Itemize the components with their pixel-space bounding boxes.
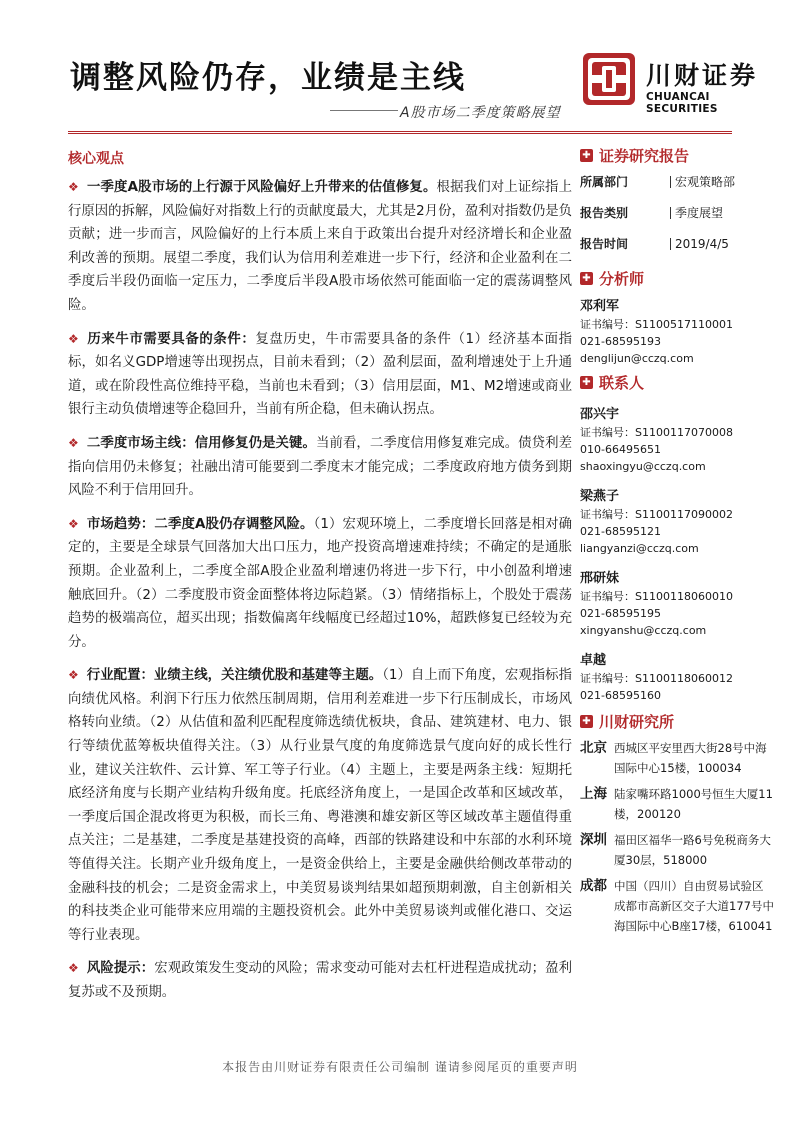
person-name: 邵兴宇 xyxy=(580,407,620,422)
paragraph-market-trend xyxy=(68,513,572,655)
contact-card xyxy=(580,567,780,639)
person-name: 邢研妹 xyxy=(580,571,620,586)
person-email[interactable]: xingyanshu@cczq.com xyxy=(580,624,707,637)
info-key: 所属部门 xyxy=(580,175,629,189)
report-info-heading-label: 证券研究报告 xyxy=(599,146,690,165)
diamond-bullet-icon: ❖ xyxy=(68,668,79,683)
chuancai-logo-icon xyxy=(582,52,636,106)
person-email[interactable]: denglijun@cczq.com xyxy=(580,352,694,365)
address-text: 福田区福华一路6号免税商务大厦30层，518000 xyxy=(614,833,771,867)
paragraph-q1-market xyxy=(68,176,572,318)
paragraph-body: （1）宏观环境上，二季度增长回落是相对确定的，主要是全球景气回落加大出口压力，地产投资高增速难持续；不确定的是通胀预期。企业盈利上，二季度全部A股企业盈利增速仍将进一步下行，中小创盈利增速触底回升。（2）二季度股市资金面整体将边际趋紧。（3）情绪指标上，个股处于震荡趋势的极端高位，超买出现；指数偏离年线幅度已经超过10%，超跌修复已经较为充分。 xyxy=(68,516,572,650)
subtitle-rule xyxy=(330,110,398,111)
paragraph-bull-conditions xyxy=(68,328,572,422)
person-name: 卓越 xyxy=(580,653,607,668)
address-city: 北京 xyxy=(580,740,607,756)
person-cert: 证书编号：S1100517110001 xyxy=(580,318,733,331)
info-row-date xyxy=(580,228,780,259)
analyst-heading-label: 分析师 xyxy=(599,269,645,288)
person-phone: 010-66495651 xyxy=(580,443,661,456)
paragraph-body: （1）自上而下角度，宏观指标指向绩优风格。利润下行压力依然压制周期，信用利差难进一步下行压制成长，市场风格转向业绩。（2）从估值和盈利匹配程度筛选绩优板块，食品、建筑建材、电力、银行等绩优蓝筹板块值得关注。（3）从行业景气度的角度筛选景气度向好的成长性行业，建议关注软件、云计算、军工等子行业。（4）主题上，主要是两条主线：短期托底经济角度与长期产业结构升级角度。托底经济角度上，一是国企改革和区域改革，一季度后国企混改将更为积极，而长三角、粤港澳和雄安新区等区域改革主题值得重点关注；二是基建，二季度是基建投资的高峰，西部的铁路建设和中东部的水利环境等值得关注。长期产业升级角度上，一是资金供给上，主要是金融供给侧改革带动的金融科技的机会；二是资金需求上，中美贸易谈判结果如超预期刺激，自主创新相关的科技类企业可能带来应用端的主题投资机会。此外中美贸易谈判或催化港口、交运等行业表现。 xyxy=(68,668,572,943)
person-email[interactable]: liangyanzi@cczq.com xyxy=(580,542,699,555)
analyst-heading xyxy=(580,267,780,289)
logo-english-name: CHUANCAI SECURITIES xyxy=(646,91,718,115)
diamond-bullet-icon: ❖ xyxy=(68,331,80,346)
paragraph-lead: 市场趋势：二季度A股仍存调整风险。 xyxy=(86,516,314,532)
logo-chinese-name: 川财证券 xyxy=(646,61,759,90)
address-shanghai xyxy=(580,784,780,824)
contact-heading-label: 联系人 xyxy=(599,373,645,392)
sidebar xyxy=(580,144,780,936)
section-marker-icon: ✚ xyxy=(580,376,593,389)
info-row-category xyxy=(580,197,780,228)
person-phone: 021-68595121 xyxy=(580,525,661,538)
address-city: 深圳 xyxy=(580,832,607,848)
core-views-section xyxy=(68,148,572,1015)
diamond-bullet-icon: ❖ xyxy=(68,516,79,531)
person-cert: 证书编号：S1100117090002 xyxy=(580,508,733,521)
paragraph-body: 根据我们对上证综指上行原因的拆解，风险偏好对指数上行的贡献度最大，尤其是2月份，盈利对指数仍是负贡献；进一步而言，风险偏好的上行本质上来自于政策出台提升对经济增长和企业盈利改善的预期。展望二季度，我们认为信用利差难进一步下行，经济和企业盈利在二季度后半段仍面临一定压力，二季度后半段A股市场依然可能面临一定的震荡调整风险。 xyxy=(68,180,572,313)
person-email[interactable]: shaoxingyu@cczq.com xyxy=(580,460,706,473)
institute-heading-label: 川财研究所 xyxy=(599,712,675,731)
company-logo xyxy=(582,52,772,115)
person-cert: 证书编号：S1100118060012 xyxy=(580,672,733,685)
paragraph-lead: 二季度市场主线：信用修复仍是关键。 xyxy=(86,435,316,451)
diamond-bullet-icon: ❖ xyxy=(68,180,79,194)
header-divider xyxy=(68,131,732,134)
paragraph-risk-warning xyxy=(68,957,572,1004)
paragraph-body: 复盘历史，牛市需要具备的条件（1）经济基本面指标，如名义GDP增速等出现拐点，目前未看到；（2）盈利层面，盈利增速处于上升通道，或在阶段性高位维持平稳，当前也未看到；（3）信用层面，M1、M2增速或商业银行主动负债增速等企稳回升，当前有所企稳，但未确认拐点。 xyxy=(68,331,572,418)
report-title: 调整风险仍存，业绩是主线 xyxy=(70,60,466,96)
person-phone: 021-68595193 xyxy=(580,335,661,348)
diamond-bullet-icon: ❖ xyxy=(68,435,79,450)
person-name: 邓利军 xyxy=(580,299,620,314)
info-key: 报告时间 xyxy=(580,237,629,251)
person-phone: 021-68595160 xyxy=(580,689,661,702)
info-value: 2019/4/5 xyxy=(670,238,729,250)
info-row-department xyxy=(580,166,780,197)
paragraph-lead: 风险提示： xyxy=(86,961,155,977)
address-shenzhen xyxy=(580,830,780,870)
address-text: 中国（四川）自由贸易试验区成都市高新区交子大道177号中海国际中心B座17楼，610041 xyxy=(614,879,774,933)
footer-disclaimer: 本报告由川财证券有限责任公司编制 谨请参阅尾页的重要声明 xyxy=(222,1060,578,1074)
person-cert: 证书编号：S1100117070008 xyxy=(580,426,733,439)
paragraph-industry-allocation xyxy=(68,664,572,947)
address-city: 成都 xyxy=(580,878,607,894)
contact-card xyxy=(580,649,780,704)
contact-card xyxy=(580,403,780,475)
paragraph-body: 宏观政策发生变动的风险；需求变动可能对去杠杆进程造成扰动；盈利复苏或不及预期。 xyxy=(68,961,573,1000)
info-value: 宏观策略部 xyxy=(670,176,735,188)
paragraph-body: 当前看，二季度信用修复难完成。债贷利差指向信用仍未修复；社融出清可能要到二季度末才能完成；二季度政府地方债务到期风险不利于信用回升。 xyxy=(68,435,573,499)
paragraph-lead: 历来牛市需要具备的条件： xyxy=(87,331,256,347)
info-key: 报告类别 xyxy=(580,206,629,220)
report-info-heading xyxy=(580,144,780,166)
analyst-card xyxy=(580,295,780,367)
section-marker-icon: ✚ xyxy=(580,715,593,728)
info-value: 季度展望 xyxy=(670,207,723,219)
address-chengdu xyxy=(580,876,780,936)
person-name: 梁燕子 xyxy=(580,489,620,504)
person-phone: 021-68595195 xyxy=(580,607,661,620)
paragraph-q2-mainline xyxy=(68,432,572,503)
report-subtitle: A股市场二季度策略展望 xyxy=(400,105,561,121)
paragraph-lead: 一季度A股市场的上行源于风险偏好上升带来的估值修复。 xyxy=(86,180,437,195)
contact-card xyxy=(580,485,780,557)
person-cert: 证书编号：S1100118060010 xyxy=(580,590,733,603)
institute-heading xyxy=(580,710,780,732)
address-beijing xyxy=(580,738,780,778)
section-marker-icon: ✚ xyxy=(580,272,593,285)
address-text: 陆家嘴环路1000号恒生大厦11楼，200120 xyxy=(614,787,773,821)
core-views-heading: 核心观点 xyxy=(68,151,124,167)
diamond-bullet-icon: ❖ xyxy=(68,961,79,976)
address-city: 上海 xyxy=(580,786,607,802)
contact-heading xyxy=(580,371,780,393)
paragraph-lead: 行业配置：业绩主线，关注绩优股和基建等主题。 xyxy=(86,668,383,684)
section-marker-icon: ✚ xyxy=(580,149,593,162)
address-text: 西城区平安里西大街28号中海国际中心15楼，100034 xyxy=(614,741,767,775)
